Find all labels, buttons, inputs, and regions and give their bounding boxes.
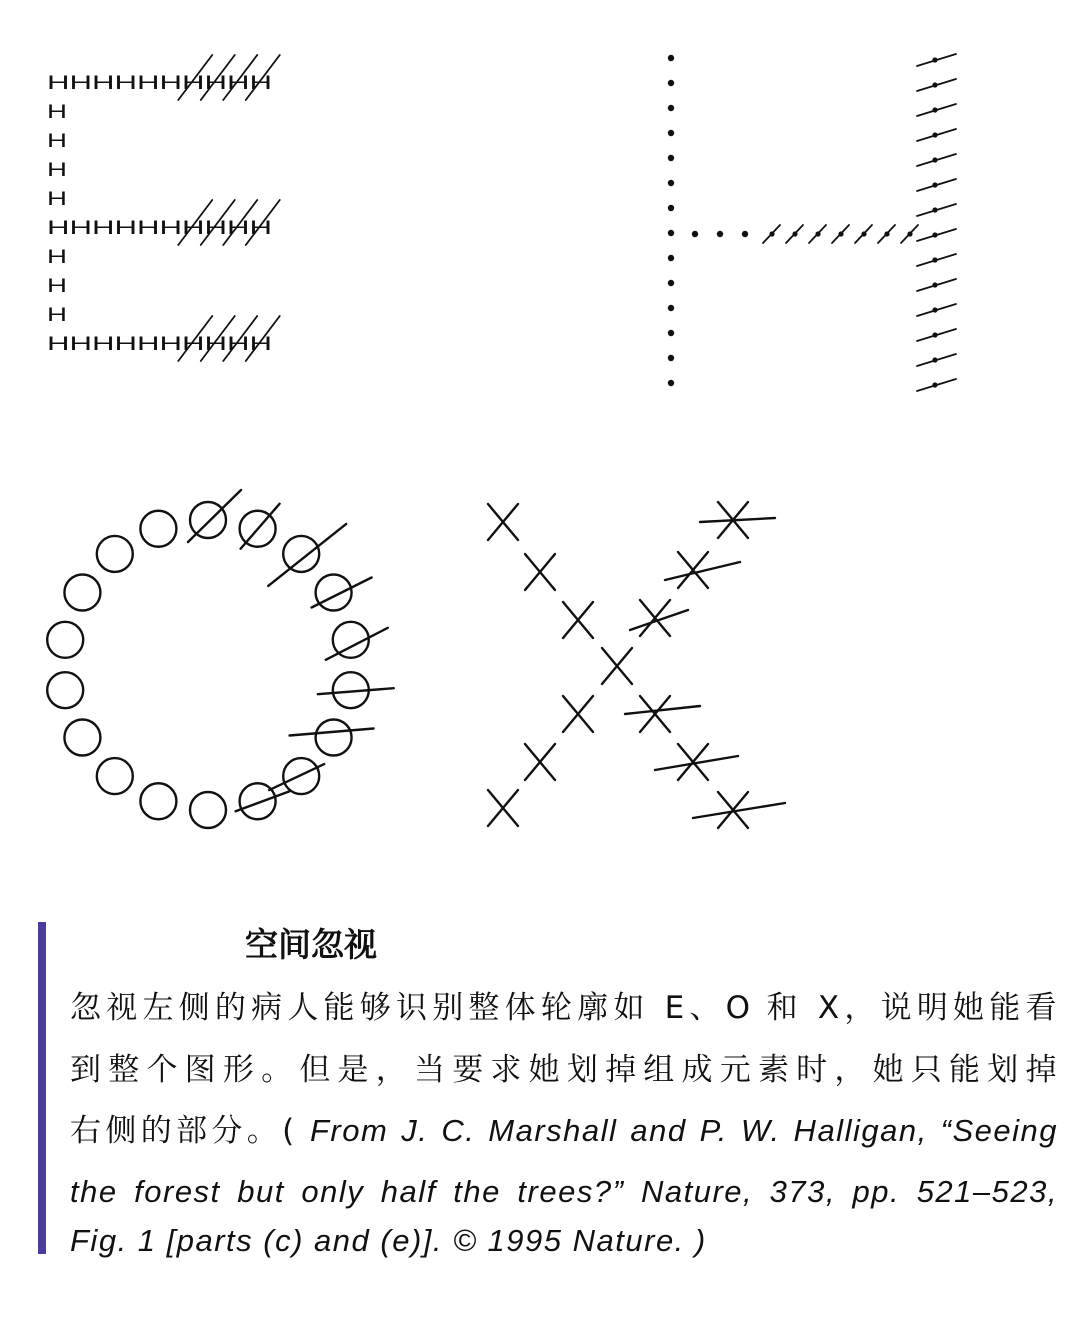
crossed-circle	[283, 536, 319, 572]
e-top-row: HHHHHHHHHH	[47, 73, 272, 94]
circle	[97, 758, 133, 794]
circle	[140, 783, 176, 819]
dot	[668, 80, 674, 86]
strike-line	[855, 225, 872, 243]
strike-line	[268, 524, 346, 586]
caption-line-1: 忽视左侧的病人能够识别整体轮廓如 E、O 和 X，说明她能看	[70, 990, 1058, 1026]
strike-line	[786, 225, 803, 243]
circle	[64, 575, 100, 611]
strike-line	[290, 729, 374, 736]
x-mark	[525, 554, 555, 590]
x-mark	[488, 790, 518, 826]
strike-line	[809, 225, 826, 243]
caption-line-5: Fig. 1 [parts (c) and (e)]. © 1995 Nature. )	[70, 1223, 707, 1258]
dot	[668, 280, 674, 286]
strike-line	[625, 706, 700, 714]
caption-line-3-citation: From J. C. Marshall and P. W. Halligan, “Seeing	[309, 1113, 1058, 1148]
dot	[668, 305, 674, 311]
caption-accent-bar	[38, 922, 46, 1254]
dot	[668, 55, 674, 61]
strike-line	[763, 225, 780, 243]
x-mark	[488, 504, 518, 540]
caption-line-4: the forest but only half the trees?” Nature, 373, pp. 521–523,	[70, 1174, 1058, 1209]
x-mark	[563, 602, 593, 638]
strike-line	[312, 578, 372, 608]
dot	[692, 231, 698, 237]
x-mark	[563, 696, 593, 732]
circle	[140, 511, 176, 547]
strike-line	[917, 229, 956, 241]
strike-line	[917, 129, 956, 141]
strike-line	[917, 154, 956, 166]
strike-line	[917, 254, 956, 266]
dot	[668, 380, 674, 386]
strike-line	[917, 379, 956, 391]
caption-title: 空间忽视	[245, 925, 377, 964]
e-stem-glyph: H	[47, 102, 67, 123]
crossed-circle	[190, 502, 226, 538]
letter-o-figure	[47, 490, 394, 828]
crossed-circle	[316, 720, 352, 756]
circle	[47, 622, 83, 658]
e-stem-glyph: H	[47, 189, 67, 210]
strike-line	[917, 54, 956, 66]
strike-line	[700, 518, 775, 522]
strike-line	[917, 329, 956, 341]
e-stem-glyph: H	[47, 247, 67, 268]
dot	[668, 255, 674, 261]
dot	[668, 155, 674, 161]
strike-line	[917, 79, 956, 91]
strike-line	[901, 225, 918, 243]
crossed-circle	[316, 575, 352, 611]
e-strike-marks	[178, 55, 280, 361]
dot	[668, 230, 674, 236]
strike-line	[236, 791, 290, 811]
strike-line	[188, 490, 241, 542]
letter-x-figure	[488, 502, 785, 828]
letter-e-figure	[47, 55, 280, 361]
circle	[190, 792, 226, 828]
strike-line	[318, 688, 394, 694]
e-bottom-row: HHHHHHHHHH	[47, 334, 272, 355]
dot	[668, 130, 674, 136]
strike-line	[917, 179, 956, 191]
dot	[668, 105, 674, 111]
dot	[668, 330, 674, 336]
x-mark	[525, 744, 555, 780]
circle	[47, 672, 83, 708]
strike-line	[878, 225, 895, 243]
e-stem-glyph: H	[47, 305, 67, 326]
x-mark	[602, 648, 632, 684]
strike-line	[917, 304, 956, 316]
crossed-x-mark	[640, 696, 670, 732]
strike-line	[665, 562, 740, 580]
dot	[742, 231, 748, 237]
strike-line	[917, 104, 956, 116]
strike-line	[832, 225, 849, 243]
caption-line-2: 到整个图形。但是，当要求她划掉组成元素时，她只能划掉	[70, 1052, 1058, 1088]
dot	[668, 205, 674, 211]
dot	[668, 355, 674, 361]
strike-line	[917, 279, 956, 291]
dot	[717, 231, 723, 237]
e-stem-glyph: H	[47, 276, 67, 297]
caption-line-3-chinese: 右侧的部分。(	[70, 1113, 296, 1149]
circle	[64, 720, 100, 756]
e-middle-row: HHHHHHHHHH	[47, 218, 272, 239]
e-stem-glyph: H	[47, 131, 67, 152]
letter-h-figure	[668, 54, 956, 391]
caption-line-3	[70, 1111, 1058, 1151]
strike-line	[917, 204, 956, 216]
crossed-circle	[240, 783, 276, 819]
circle	[97, 536, 133, 572]
e-stem-glyph: H	[47, 160, 67, 181]
strike-line	[917, 354, 956, 366]
dot	[668, 180, 674, 186]
